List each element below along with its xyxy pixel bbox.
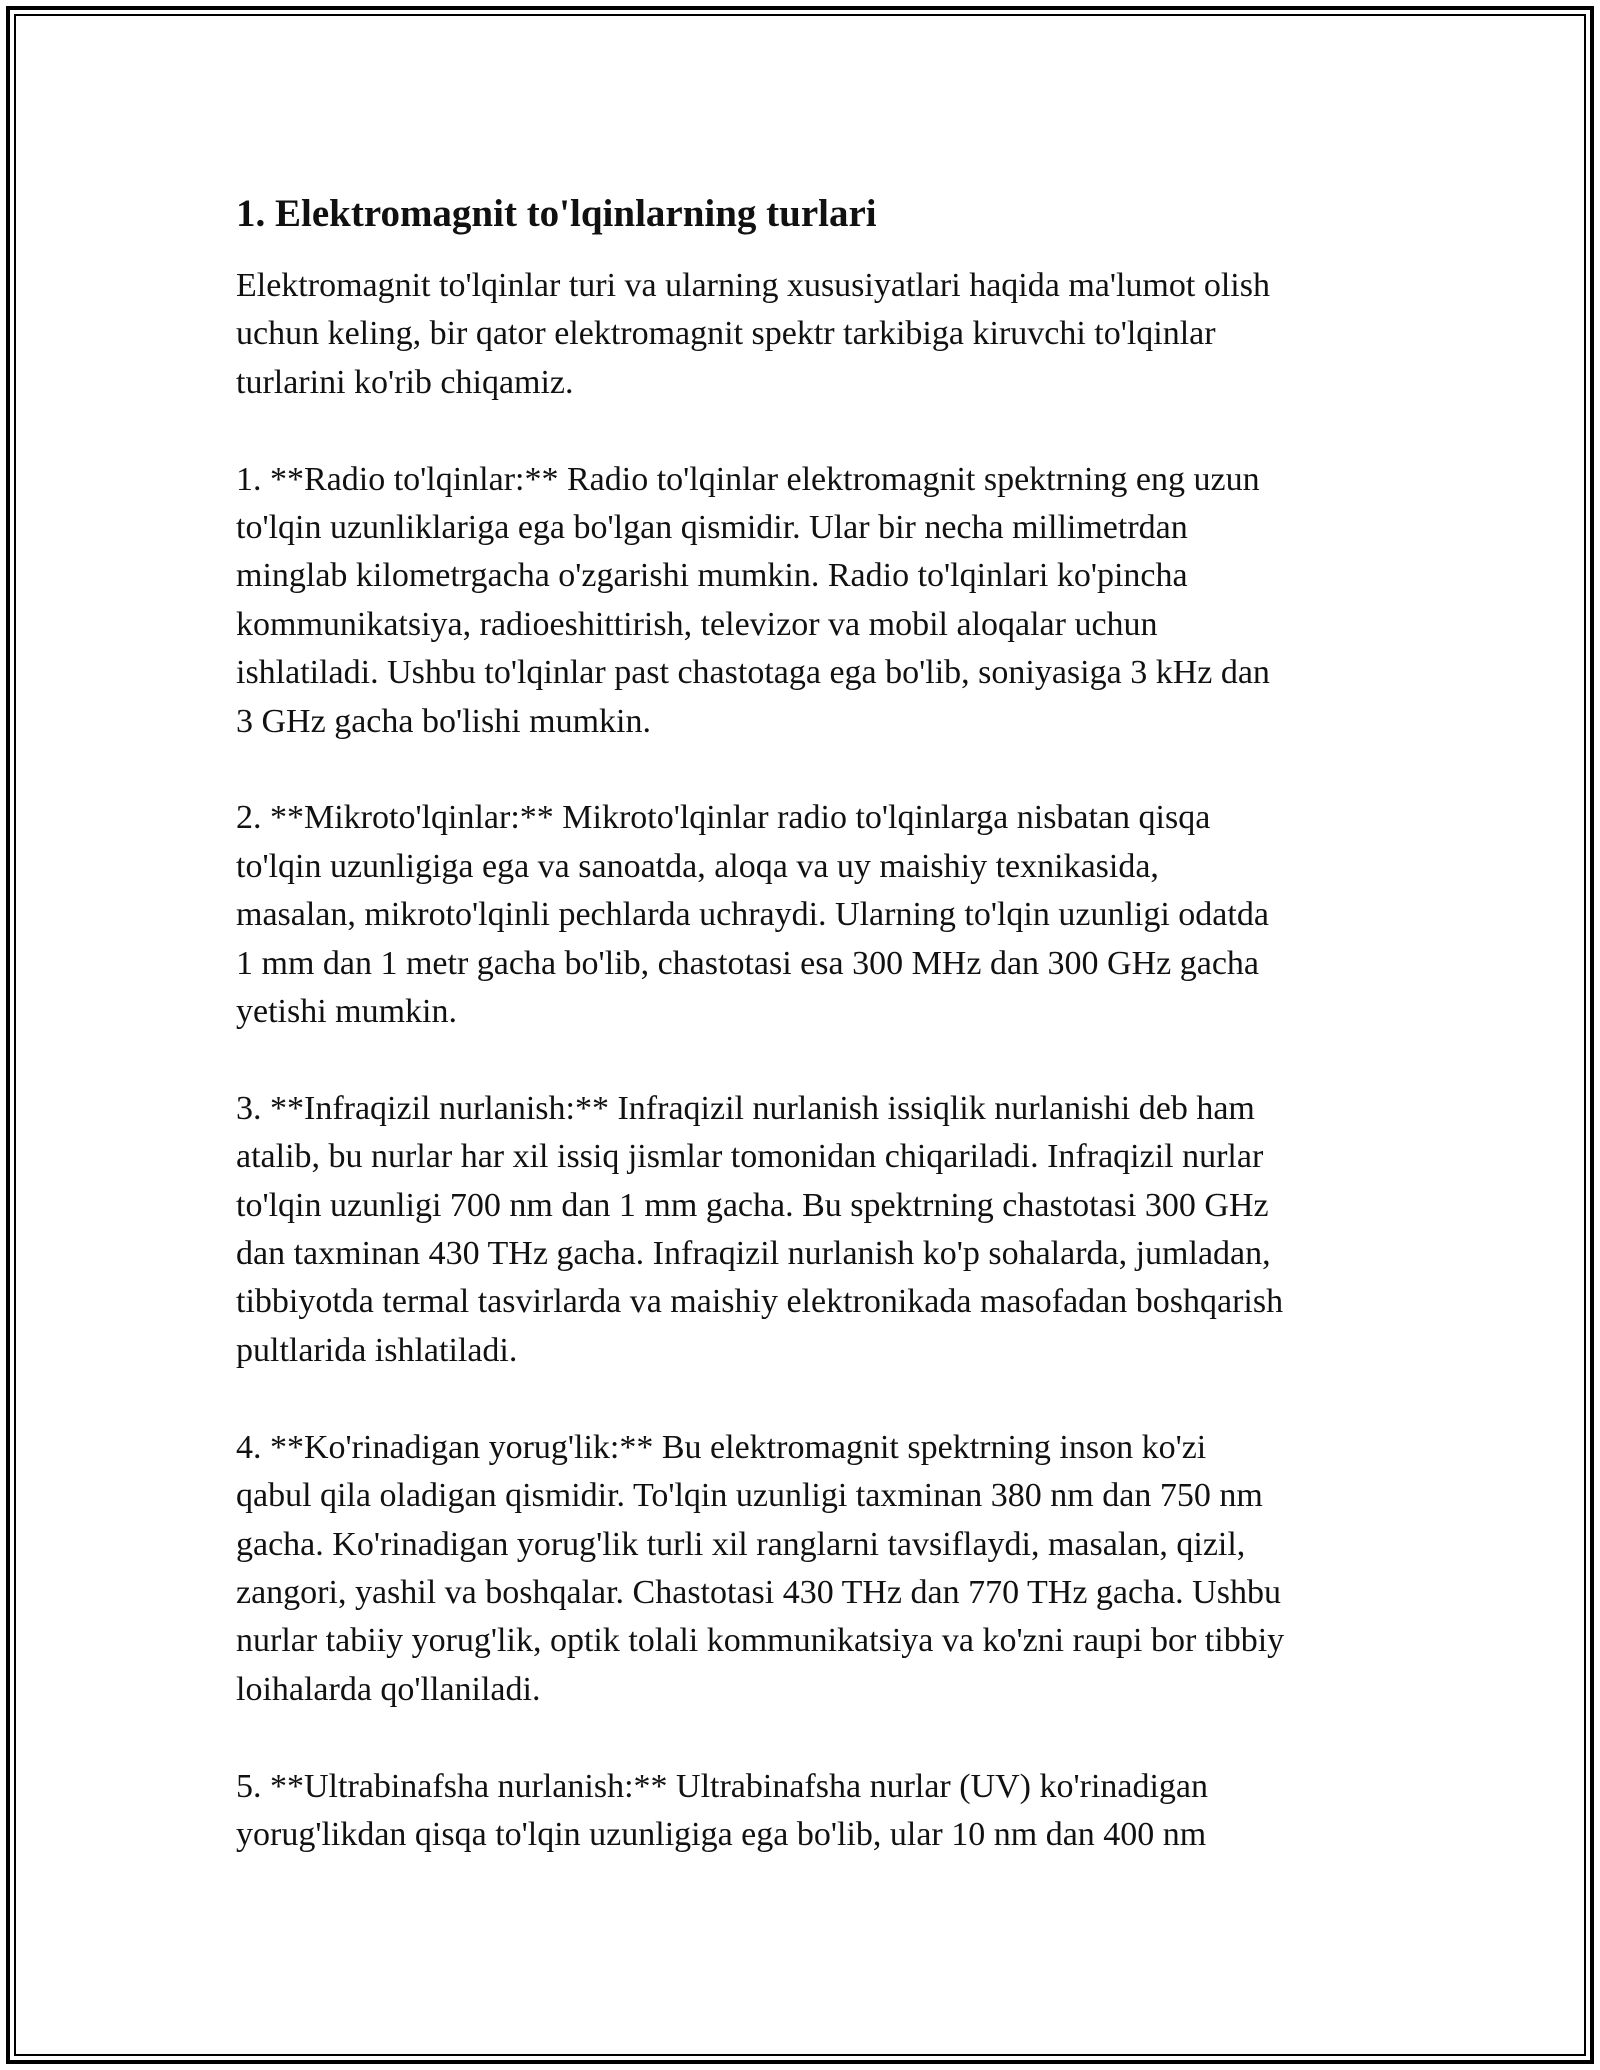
list-item-microwaves: 2. **Mikroto'lqinlar:** Mikroto'lqinlar radio to'lqinlarga nisbatan qisqa to'lqin uzunligiga ega va sanoatda, aloqa va uy maishiy texnikasida, masalan, mikroto'lqinli pechlarda uchraydi. Ularning to'lqin uzunligi odatda 1 mm dan 1 metr gacha bo'lib, chastotasi esa 300 MHz dan 300 GHz gacha yetishi mumkin. [236,799,1269,1031]
list-item-infrared: 3. **Infraqizil nurlanish:** Infraqizil nurlanish issiqlik nurlanishi deb ham atalib, bu nurlar har xil issiq jismlar tomonidan chiqariladi. Infraqizil nurlar to'lqin uzunligi 700 nm dan 1 mm gacha. Bu spektrning chastotasi 300 GHz dan taxminan 430 THz gacha. Infraqizil nurlanish ko'p sohalarda, jumladan, tibbiyotda termal tasvirlarda va maishiy elektronikada masofadan boshqarish pultlarida ishlatiladi. [236,1089,1284,1369]
list-item-ultraviolet: 5. **Ultrabinafsha nurlanish:** Ultrabinafsha nurlar (UV) ko'rinadigan yorug'likdan qisqa to'lqin uzunligiga ega bo'lib, ular 10 nm dan 400 nm [236,1767,1209,1853]
list-item-radio-waves: 1. **Radio to'lqinlar:** Radio to'lqinlar elektromagnit spektrning eng uzun to'lqin uzunliklariga ega bo'lgan qismidir. Ular bir necha millimetrdan minglab kilometrgacha o'zgarishi mumkin. Radio to'lqinlari ko'pincha kommunikatsiya, radioeshittirish, televizor va mobil aloqalar uchun ishlatiladi. Ushbu to'lqinlar past chastotaga ega bo'lib, soniyasiga 3 kHz dan 3 GHz gacha bo'lishi mumkin. [236,460,1270,740]
document-body [236,186,1376,1859]
list-item-visible-light: 4. **Ko'rinadigan yorug'lik:** Bu elektromagnit spektrning inson ko'zi qabul qila oladigan qismidir. To'lqin uzunligi taxminan 380 nm dan 750 nm gacha. Ko'rinadigan yorug'lik turli xil ranglarni tavsiflaydi, masalan, qizil, zangori, yashil va boshqalar. Chastotasi 430 THz dan 770 THz gacha. Ushbu nurlar tabiiy yorug'lik, optik tolali kommunikatsiya va ko'zni raupi bor tibbiy loihalarda qo'llaniladi. [236,1428,1285,1708]
intro-paragraph: Elektromagnit to'lqinlar turi va ularning xususiyatlari haqida ma'lumot olish uchun keling, bir qator elektromagnit spektr tarkibiga kiruvchi to'lqinlar turlarini ko'rib chiqamiz. [236,267,1270,401]
section-title: 1. Elektromagnit to'lqinlarning turlari [236,192,877,235]
